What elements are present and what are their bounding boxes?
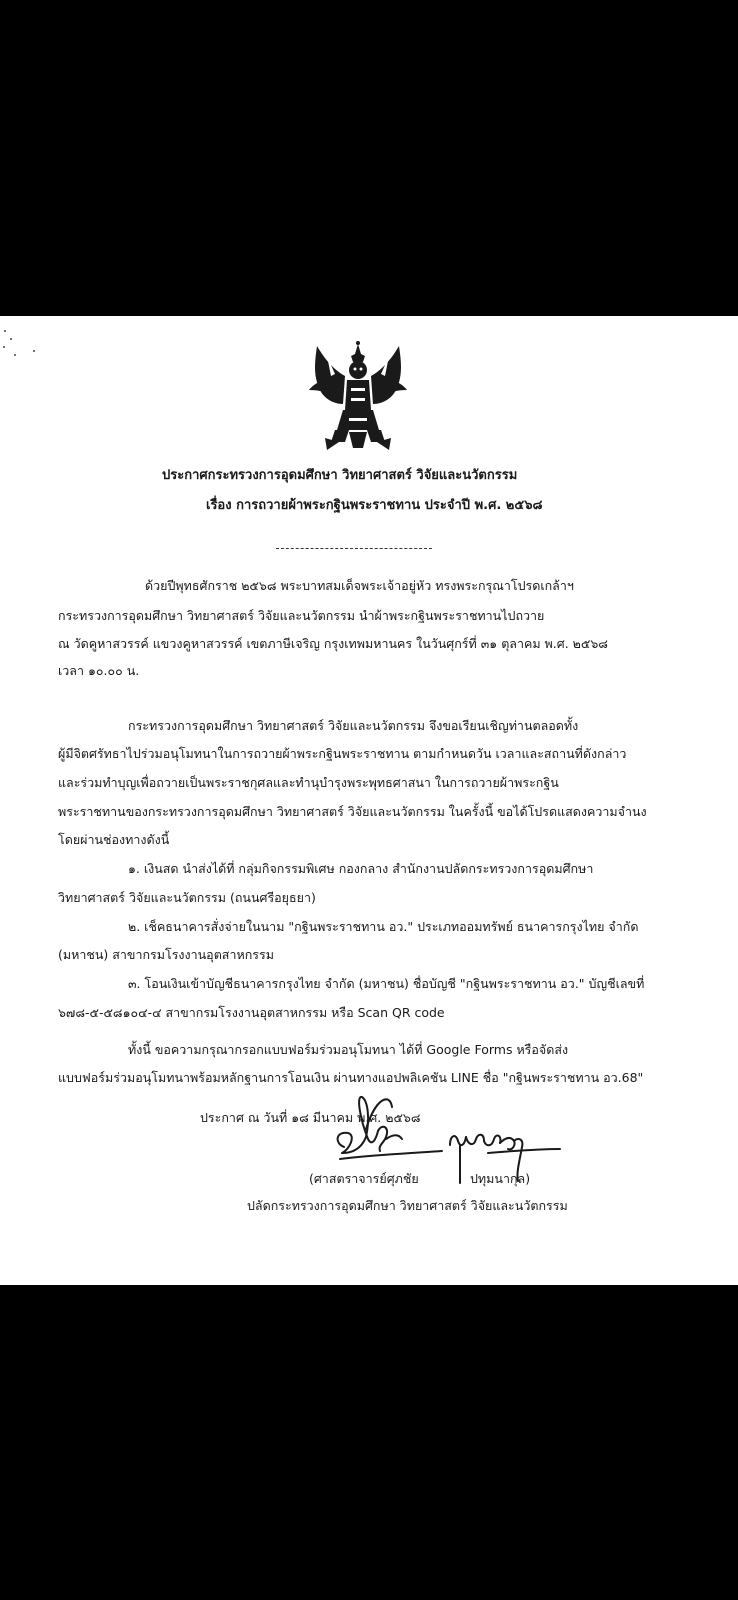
paragraph2-line: และร่วมทำบุญเพื่อถวายเป็นพระราชกุศลและทำนุบำรุงพระพุทธศาสนา ในการถวายผ้าพระกฐิน bbox=[58, 775, 559, 790]
paragraph3-line: แบบฟอร์มร่วมอนุโมทนาพร้อมหลักฐานการโอนเงิน ผ่านทางแอปพลิเคชัน LINE ชื่อ "กฐินพระราชทาน อว.68" bbox=[58, 1070, 644, 1085]
channel-line: ๖๗๘-๕-๕๘๑๐๔-๔ สาขากรมโรงงานอุตสาหกรรม หรือ Scan QR code bbox=[58, 1005, 445, 1020]
paragraph2-line: โดยผ่านช่องทางดังนี้ bbox=[58, 832, 170, 847]
channel-line: ๑. เงินสด นำส่งได้ที่ กลุ่มกิจกรรมพิเศษ กองกลาง สำนักงานปลัดกระทรวงการอุดมศึกษา bbox=[128, 861, 594, 876]
paragraph2-line: กระทรวงการอุดมศึกษา วิทยาศาสตร์ วิจัยและนวัตกรรม จึงขอเรียนเชิญท่านตลอดทั้ง bbox=[128, 718, 579, 733]
paragraph3-line: ทั้งนี้ ขอความกรุณากรอกแบบฟอร์มร่วมอนุโมทนา ได้ที่ Google Forms หรือจัดส่ง bbox=[128, 1042, 569, 1057]
announcement-heading: ประกาศกระทรวงการอุดมศึกษา วิทยาศาสตร์ วิจัยและนวัตกรรม bbox=[162, 468, 518, 483]
announcement-subject: เรื่อง การถวายผ้าพระกฐินพระราชทาน ประจำปี พ.ศ. ๒๕๖๘ bbox=[206, 498, 543, 513]
channel-line: (มหาชน) สาขากรมโรงงานอุตสาหกรรม bbox=[58, 947, 274, 962]
dated-line: ประกาศ ณ วันที่ ๑๘ มีนาคม พ.ศ. ๒๕๖๘ bbox=[200, 1110, 421, 1125]
channel-line: ๒. เช็คธนาคารสั่งจ่ายในนาม "กฐินพระราชทาน อว." ประเภทออมทรัพย์ ธนาคารกรุงไทย จำกัด bbox=[128, 919, 639, 934]
paragraph1-line: ด้วยปีพุทธศักราช ๒๕๖๘ พระบาทสมเด็จพระเจ้าอยู่หัว ทรงพระกรุณาโปรดเกล้าฯ bbox=[145, 578, 574, 593]
divider bbox=[276, 548, 432, 549]
paragraph1-line: ณ วัดคูหาสวรรค์ แขวงคูหาสวรรค์ เขตภาษีเจริญ กรุงเทพมหานคร ในวันศุกร์ที่ ๓๑ ตุลาคม พ.ศ. ๒๕๖๘ bbox=[58, 636, 608, 651]
paragraph2-line: ผู้มีจิตศรัทธาไปร่วมอนุโมทนาในการถวายผ้าพระกฐินพระราชทาน ตามกำหนดวัน เวลาและสถานที่ดังกล่าว bbox=[58, 746, 627, 761]
document-page bbox=[0, 316, 738, 1285]
garuda-emblem-icon bbox=[305, 338, 411, 451]
paragraph2-line: พระราชทานของกระทรวงการอุดมศึกษา วิทยาศาสตร์ วิจัยและนวัตกรรม ในครั้งนี้ ขอได้โปรดแสดงความจำนง bbox=[58, 804, 647, 819]
signatory-name-close: ปทุมนากุล) bbox=[470, 1171, 531, 1186]
channel-line: วิทยาศาสตร์ วิจัยและนวัตกรรม (ถนนศรีอยุธยา) bbox=[58, 890, 316, 905]
signatory-position: ปลัดกระทรวงการอุดมศึกษา วิทยาศาสตร์ วิจัยและนวัตกรรม bbox=[247, 1198, 568, 1213]
signatory-name-open: (ศาสตราจารย์ศุภชัย bbox=[309, 1171, 419, 1186]
paragraph1-line: กระทรวงการอุดมศึกษา วิทยาศาสตร์ วิจัยและนวัตกรรม นำผ้าพระกฐินพระราชทานไปถวาย bbox=[58, 608, 545, 623]
channel-line: ๓. โอนเงินเข้าบัญชีธนาคารกรุงไทย จำกัด (มหาชน) ชื่อบัญชี "กฐินพระราชทาน อว." บัญชีเลขที่ bbox=[128, 976, 645, 991]
paragraph1-line: เวลา ๑๐.๐๐ น. bbox=[58, 663, 140, 678]
